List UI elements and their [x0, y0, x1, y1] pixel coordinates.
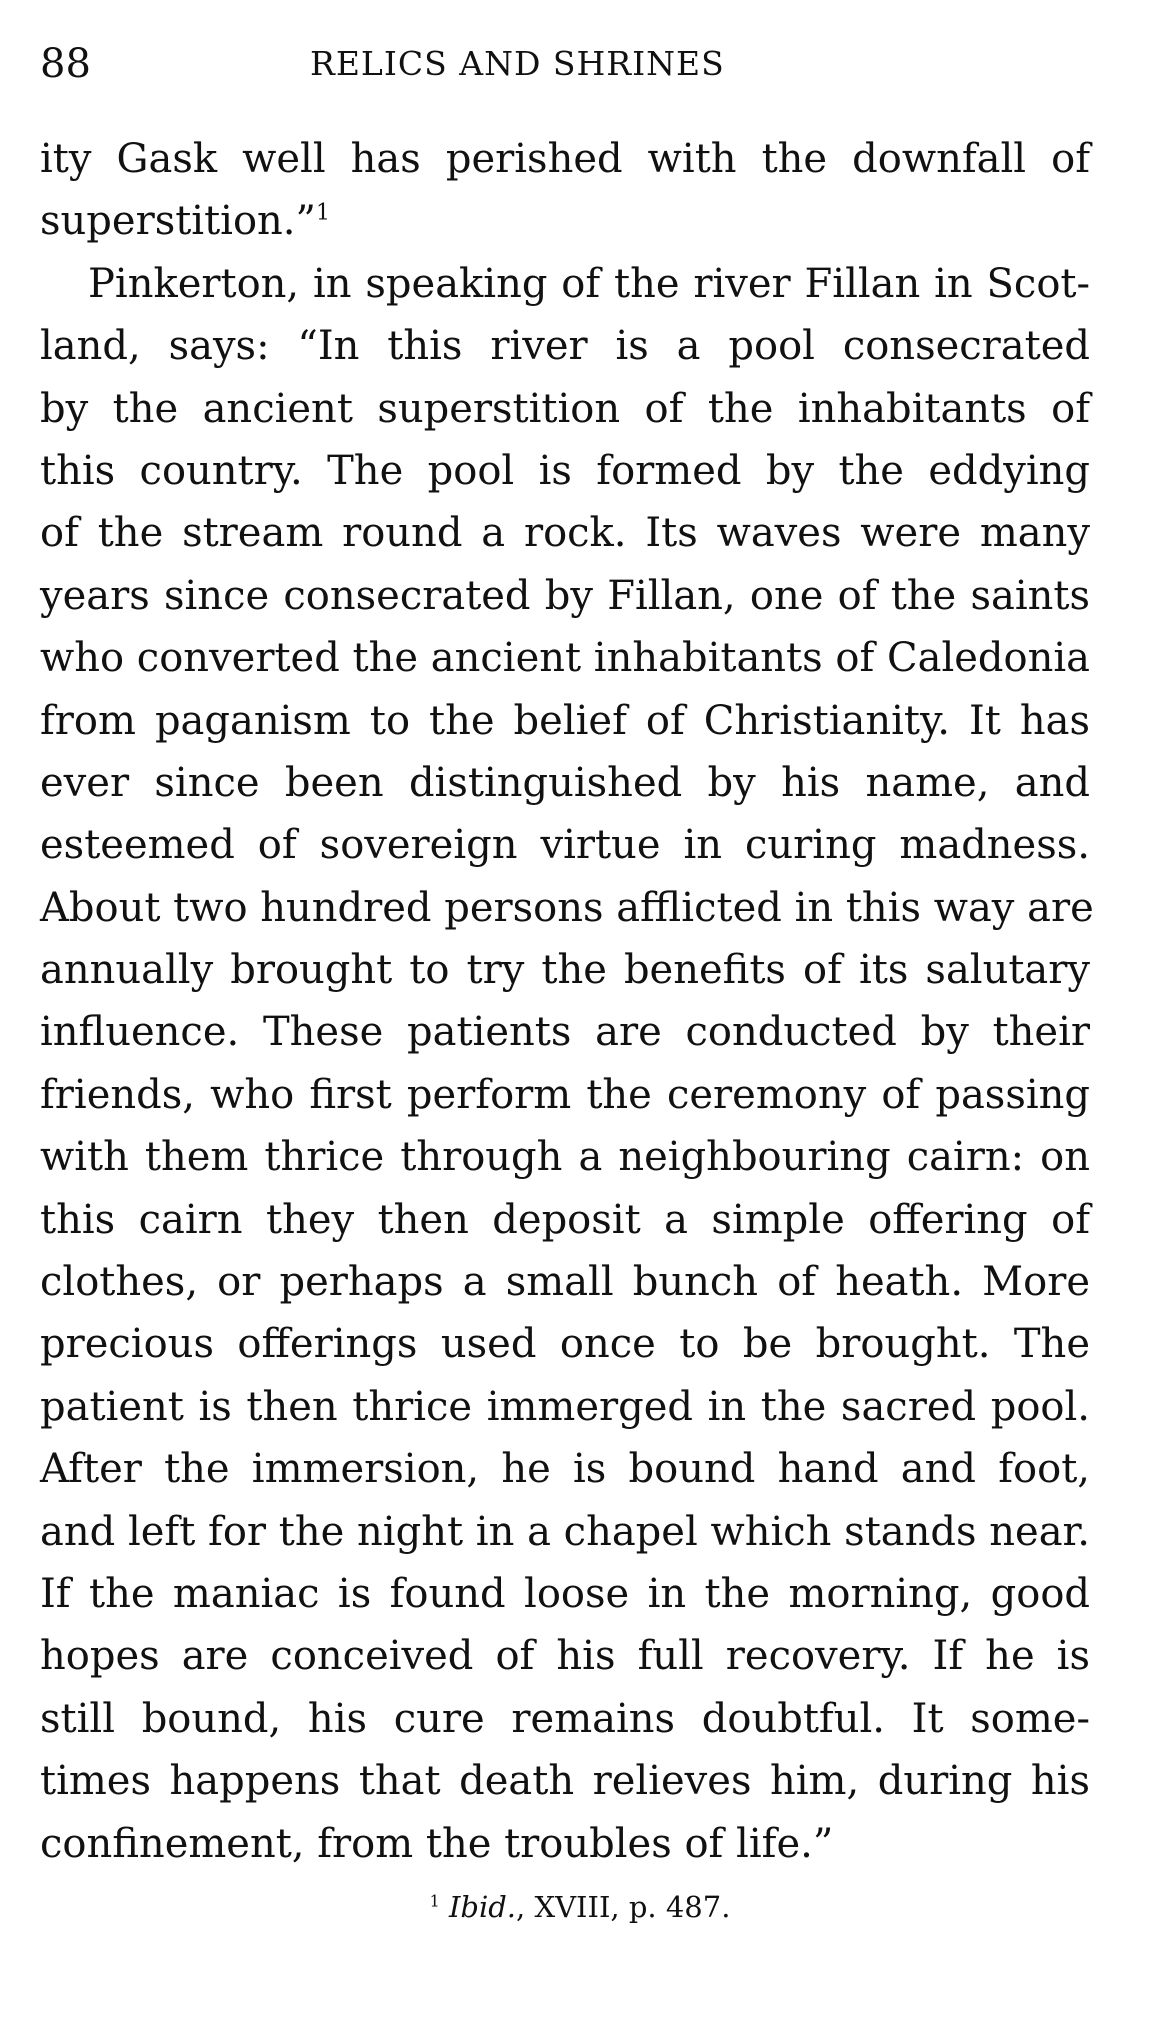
text-line: About two hundred persons afflicted in this way are — [40, 884, 1094, 931]
text-line: who converted the ancient inhabitants of Caledonia — [40, 635, 1090, 682]
text-line: confinement, from the troubles of life.” — [40, 1820, 834, 1867]
text-line: After the immersion, he is bound hand and foot, — [40, 1446, 1090, 1493]
text-line: of the stream round a rock. Its waves were many — [40, 510, 1090, 557]
text-line: clothes, or perhaps a small bunch of heath. More — [40, 1259, 1090, 1306]
running-title: RELICS AND SHRINES — [310, 44, 725, 83]
text-line: by the ancient superstition of the inhabitants of — [40, 385, 1090, 432]
text-line: influence. These patients are conducted by their — [40, 1009, 1090, 1056]
text-line: land, says: “In this river is a pool consecrated — [40, 323, 1090, 370]
page-number: 88 — [40, 41, 91, 87]
text-line: ever since been distinguished by his name, and — [40, 759, 1090, 806]
text-line: this cairn they then deposit a simple offering of — [40, 1196, 1090, 1243]
text-line: hopes are conceived of his full recovery. If he is — [40, 1633, 1090, 1680]
text-line-content: superstition.” — [40, 198, 316, 245]
text-line: years since consecrated by Fillan, one of the saints — [40, 572, 1090, 619]
body-text — [40, 128, 1094, 1875]
footnote-citation: , XVIII, p. 487. — [516, 1890, 731, 1924]
footnote-mark: 1 — [429, 1891, 440, 1911]
text-line: ity Gask well has perished with the downfall of — [40, 136, 1090, 182]
text-line: Pinkerton, in speaking of the river Fillan in Scot- — [88, 260, 1090, 307]
text-line — [40, 190, 1090, 252]
text-line: and left for the night in a chapel which stands near. — [40, 1508, 1090, 1555]
text-line: precious offerings used once to be brought. The — [40, 1321, 1090, 1368]
footnote — [0, 1882, 1160, 1932]
footnote-source: Ibid. — [448, 1890, 517, 1924]
text-line: friends, who first perform the ceremony of passing — [40, 1071, 1090, 1118]
text-line: still bound, his cure remains doubtful. It some- — [40, 1695, 1090, 1742]
text-line: If the maniac is found loose in the morning, good — [40, 1570, 1090, 1617]
text-line: from paganism to the belief of Christianity. It has — [40, 697, 1090, 744]
running-head — [40, 34, 1090, 94]
footnote-reference: 1 — [315, 201, 330, 227]
text-line: with them thrice through a neighbouring cairn: on — [40, 1134, 1090, 1181]
text-line: esteemed of sovereign virtue in curing madness. — [40, 822, 1090, 869]
text-line: annually brought to try the benefits of its salutary — [40, 947, 1090, 994]
text-line: this country. The pool is formed by the eddying — [40, 447, 1090, 494]
text-line: patient is then thrice immerged in the sacred pool. — [40, 1383, 1090, 1430]
text-line: times happens that death relieves him, during his — [40, 1758, 1090, 1805]
